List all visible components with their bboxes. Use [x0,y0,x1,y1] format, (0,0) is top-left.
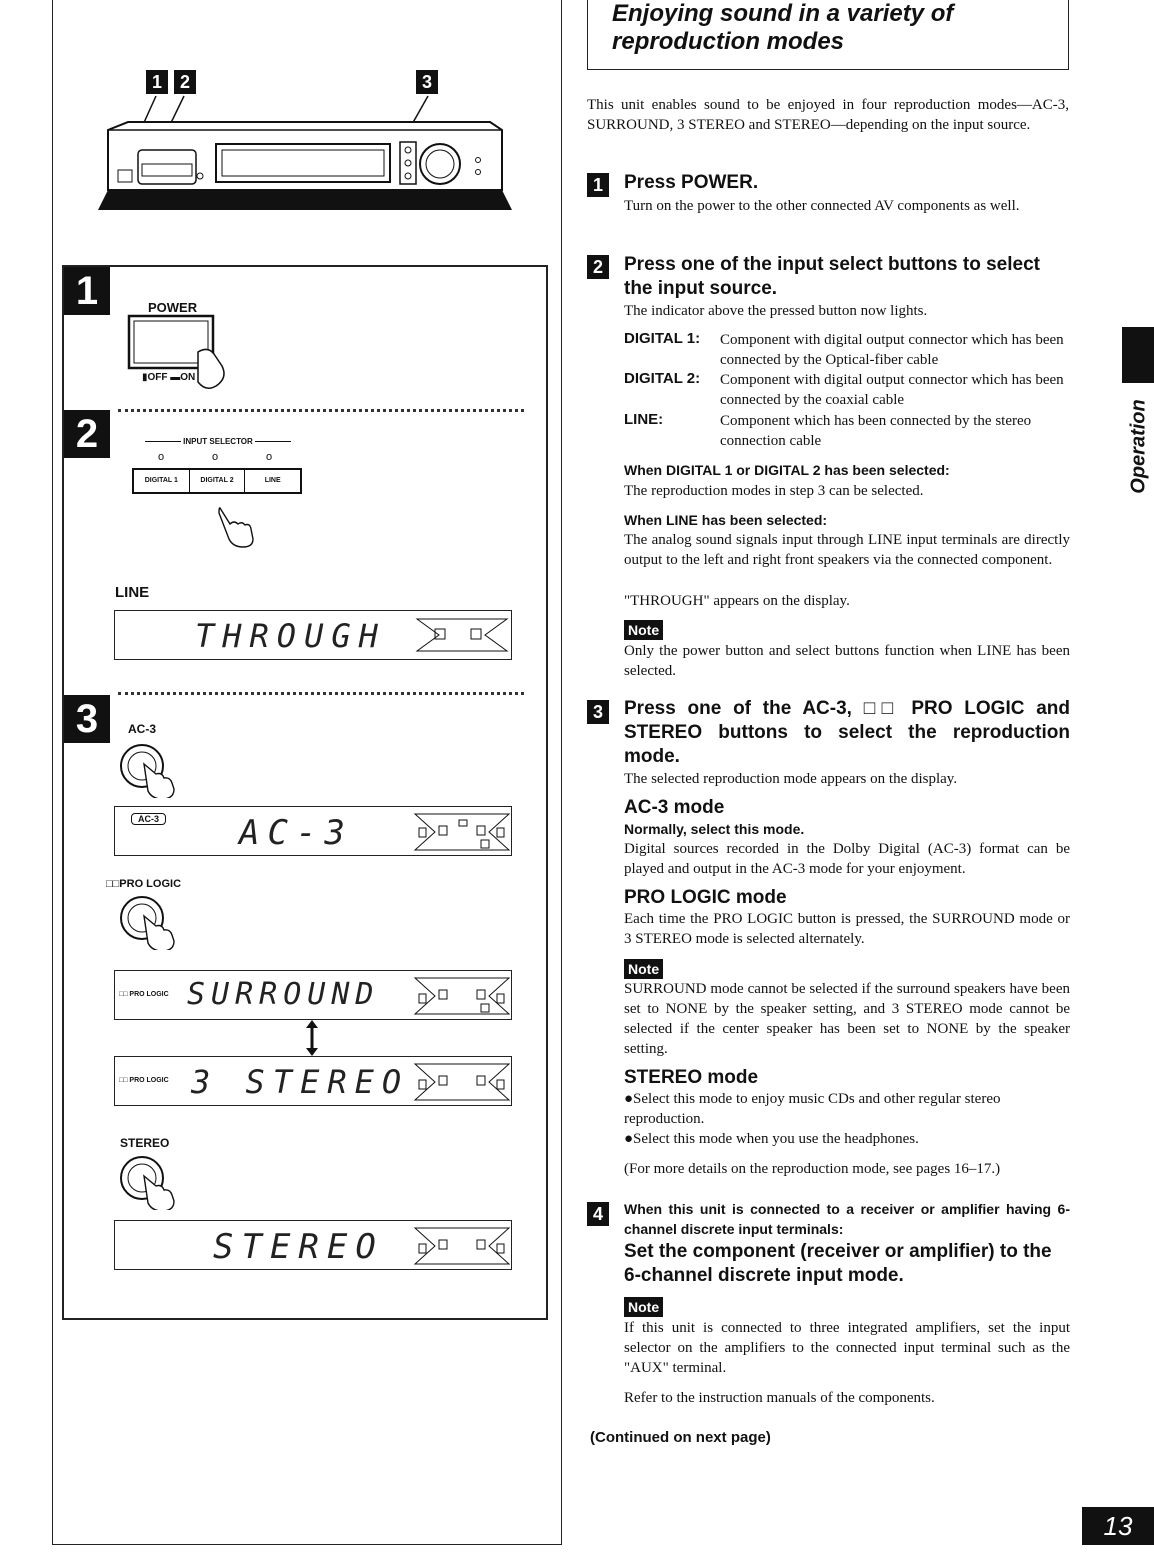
continued-note: (Continued on next page) [590,1429,771,1446]
display-through [114,610,512,660]
display-ac3-text: AC-3 [239,813,353,853]
display-3stereo [114,1056,512,1106]
def-term-digital1: DIGITAL 1: [624,330,701,347]
input-selector-label [136,437,300,446]
hand-pointer-icon [214,506,254,548]
prologic-label: □□PRO LOGIC [106,878,182,890]
sub-text-line: The analog sound signals input through LINE input terminals are directly output to the left and right front speakers via the connected component. [624,532,1070,568]
input-selector-buttons [132,468,302,494]
callout-3: 3 [416,70,438,94]
note-badge-step2: Note [624,620,663,640]
callout-2: 2 [174,70,196,94]
note-badge-step4: Note [624,1297,663,1317]
step-3-marker: 3 [64,695,110,743]
note-text-step2: Only the power button and select buttons function when LINE has been selected. [624,643,1070,679]
sub-text-through: "THROUGH" appears on the display. [624,593,850,609]
note-text-step3: SURROUND mode cannot be selected if the surround speakers have been set to NONE by the speaker setting, and 3 STEREO mode cannot be selected if the center speaker has been set to NONE by the speaker setting. [624,981,1070,1057]
digital-1-button[interactable]: DIGITAL 1 [134,470,190,492]
pl-badge: □□ PRO LOGIC [119,991,169,998]
step-3-text: The selected reproduction mode appears on the display. [624,771,958,787]
step-4-pre: When this unit is connected to a receiver or amplifier having 6-channel discrete input terminals: [624,1201,1070,1237]
def-desc-digital2: Component with digital output connector which has been connected by the coaxial cable [720,372,1064,408]
divider [118,692,524,695]
sub-heading-line: When LINE has been selected: [624,512,828,528]
pl-mode-text: Each time the PRO LOGIC button is pressed, the SURROUND mode or 3 STEREO mode is selected alternately. [624,911,1070,947]
step-1-heading: Press POWER. [624,172,759,193]
off-on-label: ▮OFF ▬ON [142,372,196,383]
display-surround [114,970,512,1020]
ac3-mode-text: Digital sources recorded in the Dolby Digital (AC-3) format can be played and output in the AC-3 mode for your enjoyment. [624,841,1070,877]
step-2-heading: Press one of the input select buttons to select the input source. [624,254,1040,299]
section-label: Operation [1127,399,1150,494]
step-2-number: 2 [587,255,609,279]
pl-badge: □□ PRO LOGIC [119,1077,169,1084]
callout-1: 1 [146,70,168,94]
sub-heading-digital: When DIGITAL 1 or DIGITAL 2 has been selected: [624,462,950,478]
power-label: POWER [148,300,198,315]
display-surround-text: SURROUND [187,977,380,1012]
speaker-indicator-icon [413,1224,511,1268]
mode-reference: (For more details on the reproduction mode, see pages 16–17.) [624,1161,1001,1177]
speaker-indicator-icon [415,615,509,655]
speaker-indicator-icon [413,1060,511,1104]
input-selector-text: INPUT SELECTOR [183,437,253,446]
note-text-step4: If this unit is connected to three integrated amplifiers, set the input selector on the amplifiers to the connected input terminal such as the "AUX" terminal. [624,1320,1070,1376]
divider [118,409,524,412]
display-stereo [114,1220,512,1270]
intro-paragraph: This unit enables sound to be enjoyed in four reproduction modes—AC-3, SURROUND, 3 STEREO and STEREO—depending on the input source. [587,97,1069,133]
stereo-label: STEREO [120,1136,170,1150]
line-label: LINE [115,584,150,601]
display-3stereo-text: 3 STEREO [191,1063,410,1101]
step-4-heading: Set the component (receiver or amplifier) to the 6-channel discrete input mode. [624,1241,1052,1286]
section-label-box [1098,395,1154,505]
digital-2-button[interactable]: DIGITAL 2 [190,470,246,492]
step-3-heading: Press one of the AC-3, □□ PRO LOGIC and STEREO buttons to select the reproduction mode. [624,698,1070,767]
page-title-box [587,0,1069,70]
stereo-bullet-2: ●Select this mode when you use the headphones. [624,1131,919,1147]
stereo-bullet-1: ●Select this mode to enjoy music CDs and other regular stereo reproduction. [624,1091,1001,1127]
section-tab [1122,327,1154,383]
def-desc-line: Component which has been connected by the stereo connection cable [720,413,1032,449]
display-ac3 [114,806,512,856]
line-button[interactable]: LINE [264,477,281,484]
ac3-button-illustration [118,742,186,798]
def-term-digital2: DIGITAL 2: [624,370,701,387]
speaker-indicator-icon [413,810,511,854]
prologic-button-illustration [118,894,186,950]
note-badge-step3: Note [624,959,663,979]
def-term-line: LINE: [624,411,664,428]
speaker-indicator-icon [413,974,511,1018]
step-3-number: 3 [587,700,609,724]
page-title-line-1: Enjoying sound in a variety of [612,0,954,27]
display-through-text: THROUGH [195,617,386,655]
display-stereo-text: STEREO [213,1227,384,1267]
ac3-mode-heading: AC-3 mode [624,797,725,818]
refer-text: Refer to the instruction manuals of the components. [624,1390,935,1406]
ac3-badge: AC-3 [131,813,166,825]
page-number: 13 [1082,1507,1154,1545]
step-1-marker: 1 [64,267,110,315]
def-desc-digital1: Component with digital output connector which has been connected by the Optical-fiber cable [720,332,1064,368]
step-1-text: Turn on the power to the other connected AV components as well. [624,198,1020,214]
step-2-text: The indicator above the pressed button now lights. [624,303,928,319]
page-title-line-2: reproduction modes [612,28,845,55]
ac3-label: AC-3 [128,722,157,736]
unit-front-illustration [90,92,520,216]
sub-text-digital: The reproduction modes in step 3 can be selected. [624,483,924,499]
step-1-number: 1 [587,173,609,197]
ac3-mode-sub: Normally, select this mode. [624,821,805,837]
step-2-marker: 2 [64,410,110,458]
step-4-number: 4 [587,1202,609,1226]
toggle-arrow-icon [304,1020,320,1056]
stereo-button-illustration [118,1154,186,1210]
stereo-mode-heading: STEREO mode [624,1067,759,1088]
pl-mode-heading: PRO LOGIC mode [624,887,787,908]
